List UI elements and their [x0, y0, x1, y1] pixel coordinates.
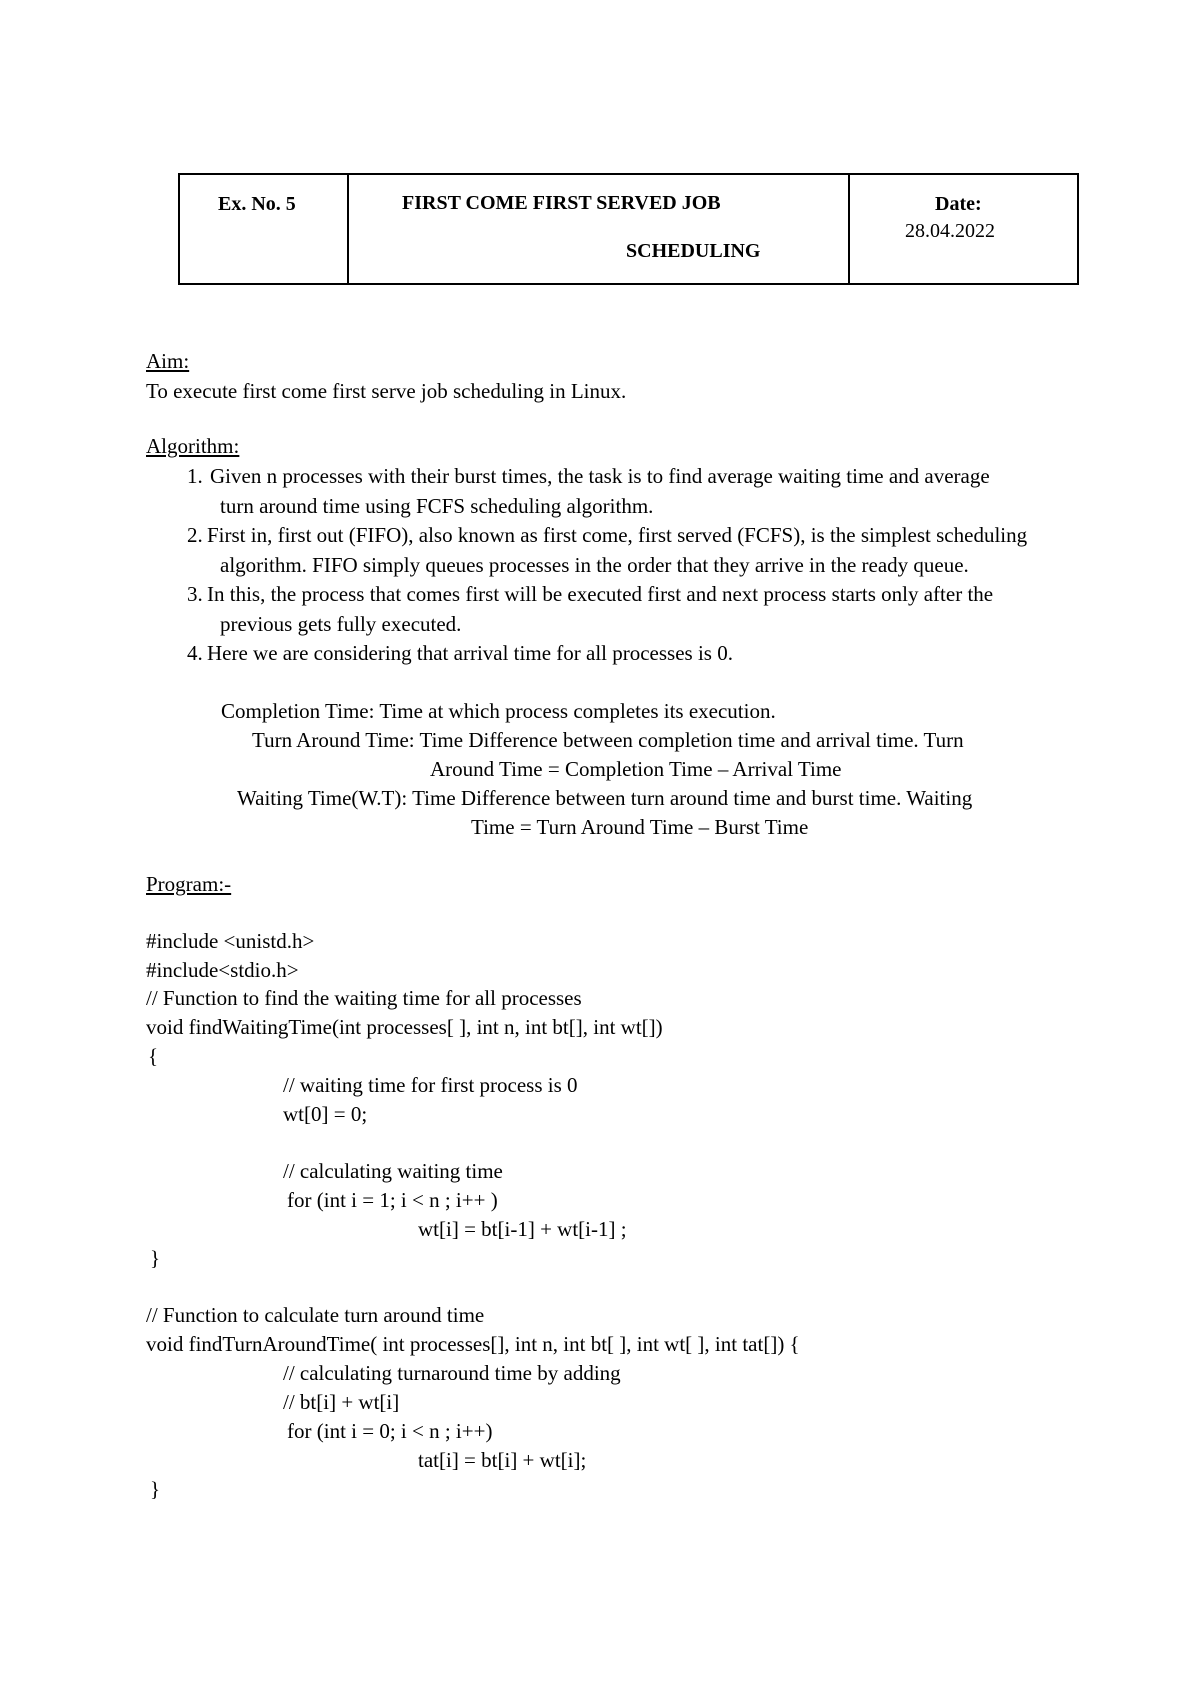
ex-no: Ex. No. 5 — [218, 193, 296, 215]
code-line: // bt[i] + wt[i] — [283, 1390, 400, 1414]
code-line: } — [150, 1246, 161, 1270]
algorithm-item-3-num: 3. — [187, 582, 203, 606]
title-line-2: SCHEDULING — [626, 240, 761, 262]
code-line: wt[i] = bt[i-1] + wt[i-1] ; — [418, 1217, 627, 1241]
definition-waiting-line-1: Waiting Time(W.T): Time Difference between turn around time and burst time. Waiting — [237, 786, 973, 810]
code-line: void findTurnAroundTime( int processes[], int n, int bt[ ], int wt[ ], int tat[]) { — [146, 1332, 800, 1356]
algorithm-item-2-line-1: First in, first out (FIFO), also known as first come, first served (FCFS), is the simplest scheduling — [207, 523, 1028, 547]
date-cell — [850, 175, 1077, 283]
algorithm-item-3-line-1: In this, the process that comes first will be executed first and next process starts only after the — [207, 582, 994, 606]
code-line: } — [150, 1477, 161, 1501]
algorithm-item-4-line-1: Here we are considering that arrival time for all processes is 0. — [207, 641, 733, 665]
definition-turnaround-line-1: Turn Around Time: Time Difference between completion time and arrival time. Turn — [252, 728, 964, 752]
algorithm-item-1-num: 1. — [187, 464, 203, 488]
algorithm-item-2-num: 2. — [187, 523, 203, 547]
algorithm-item-3-line-2: previous gets fully executed. — [220, 612, 462, 636]
definition-waiting-line-2: Time = Turn Around Time – Burst Time — [471, 815, 809, 839]
date-value: 28.04.2022 — [905, 220, 995, 242]
date-label: Date: — [935, 193, 982, 215]
code-line: // waiting time for first process is 0 — [283, 1073, 578, 1097]
code-line: // calculating waiting time — [283, 1159, 503, 1183]
aim-heading: Aim: — [146, 349, 190, 373]
code-line: { — [148, 1044, 159, 1068]
code-line: for (int i = 1; i < n ; i++ ) — [287, 1188, 498, 1212]
header-table — [178, 173, 1079, 285]
code-line: #include<stdio.h> — [146, 958, 299, 982]
program-heading: Program:- — [146, 872, 232, 896]
title-line-1: FIRST COME FIRST SERVED JOB — [402, 192, 721, 214]
code-line: tat[i] = bt[i] + wt[i]; — [418, 1448, 587, 1472]
algorithm-heading: Algorithm: — [146, 434, 240, 458]
aim-text: To execute first come first serve job scheduling in Linux. — [146, 379, 627, 403]
title-cell — [349, 175, 850, 283]
algorithm-item-1-line-2: turn around time using FCFS scheduling algorithm. — [220, 494, 654, 518]
code-line: // calculating turnaround time by adding — [283, 1361, 621, 1385]
code-line: // Function to find the waiting time for all processes — [146, 986, 582, 1010]
code-line: // Function to calculate turn around time — [146, 1303, 485, 1327]
code-line: #include <unistd.h> — [146, 929, 315, 953]
code-line: for (int i = 0; i < n ; i++) — [287, 1419, 493, 1443]
code-line: wt[0] = 0; — [283, 1102, 368, 1126]
algorithm-item-4-num: 4. — [187, 641, 203, 665]
definition-turnaround-line-2: Around Time = Completion Time – Arrival Time — [430, 757, 842, 781]
definition-completion-time: Completion Time: Time at which process completes its execution. — [221, 699, 776, 723]
algorithm-item-2-line-2: algorithm. FIFO simply queues processes in the order that they arrive in the ready queue. — [220, 553, 969, 577]
algorithm-item-1-line-1: Given n processes with their burst times, the task is to find average waiting time and average — [210, 464, 990, 488]
code-line: void findWaitingTime(int processes[ ], int n, int bt[], int wt[]) — [146, 1015, 663, 1039]
ex-no-cell — [180, 175, 349, 283]
